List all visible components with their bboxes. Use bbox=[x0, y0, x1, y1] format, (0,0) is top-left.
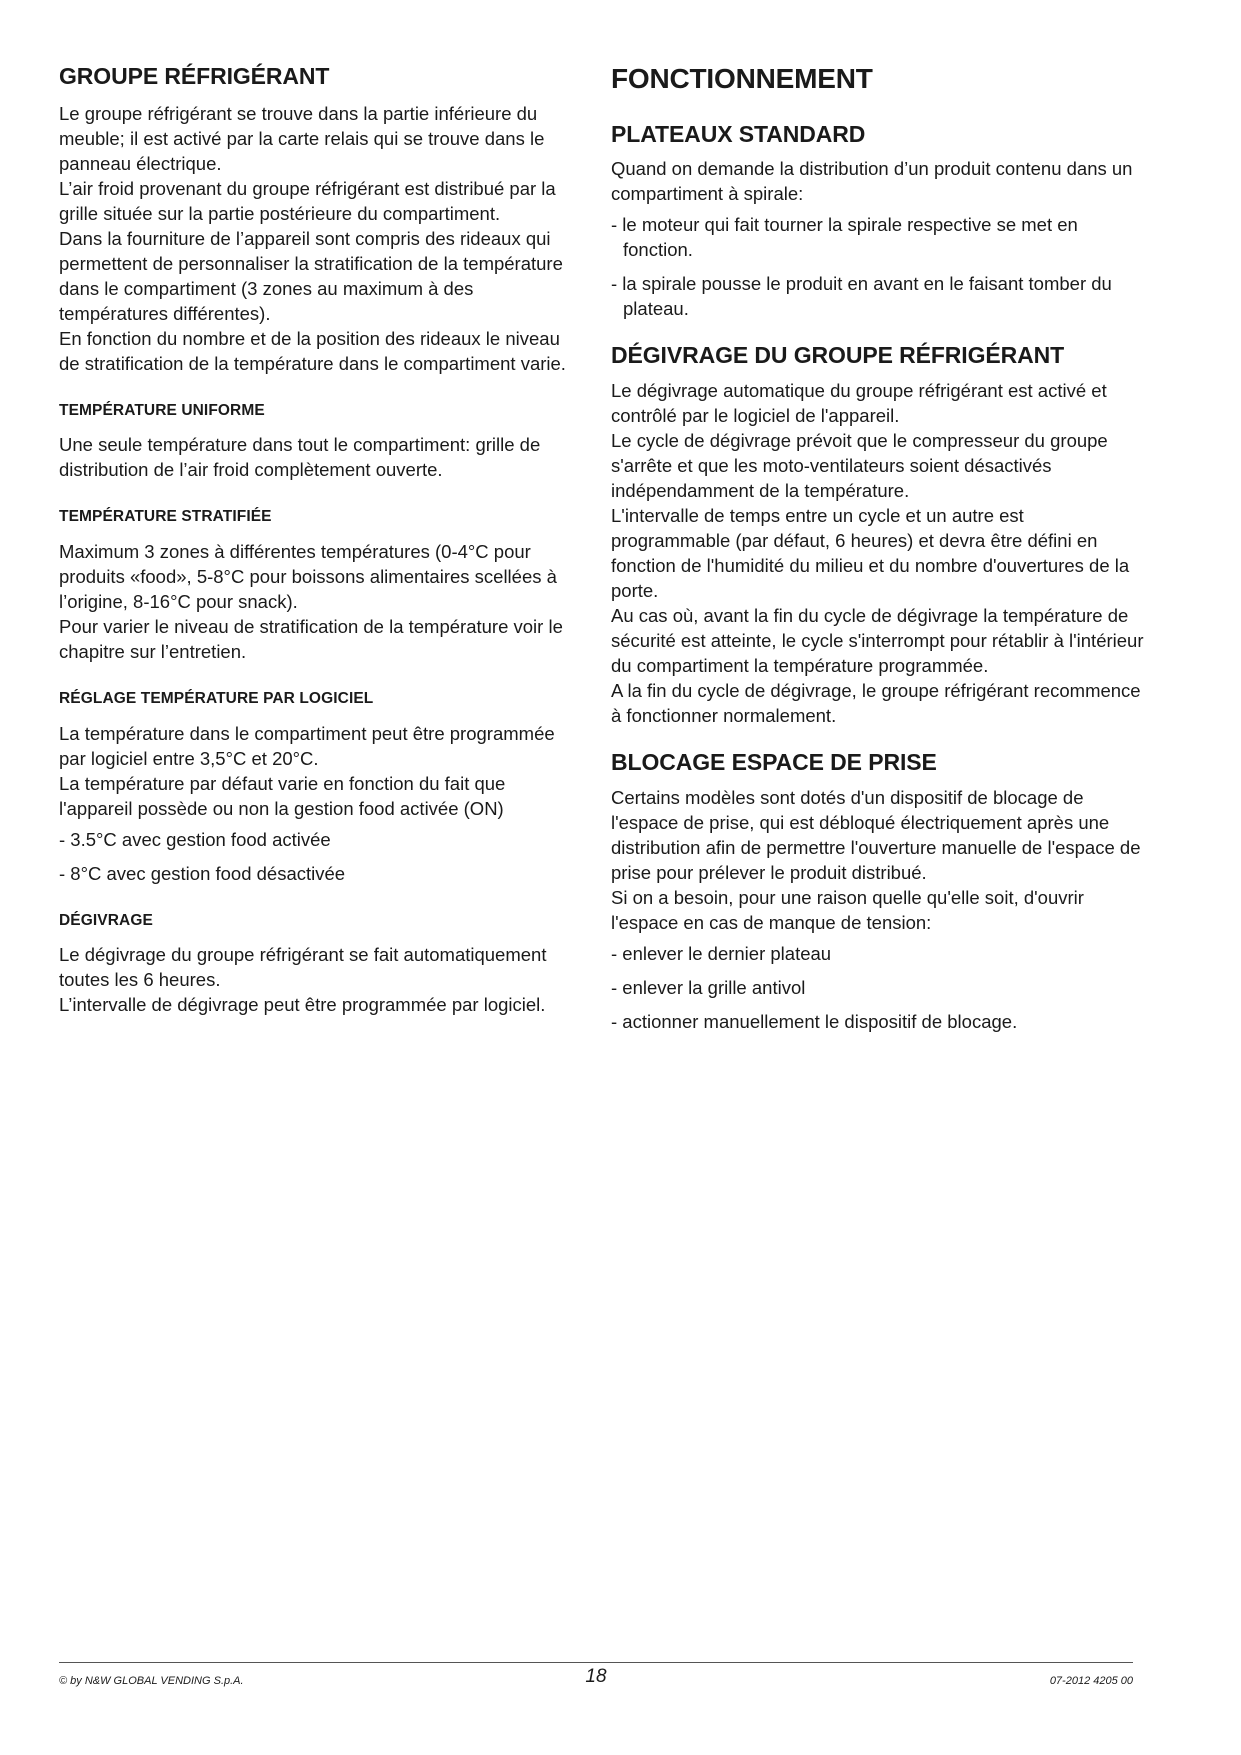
document-code: 07-2012 4205 00 bbox=[1049, 1675, 1133, 1687]
page-title-fonctionnement: FONCTIONNEMENT bbox=[611, 63, 873, 94]
reglage-text-2: La température par défaut varie en fonction du fait que l'appareil possède ou non la gestion food activée (ON) bbox=[59, 772, 506, 819]
subheading-temperature-uniforme: TEMPÉRATURE UNIFORME bbox=[59, 401, 265, 419]
blocage-text-1: Certains modèles sont dotés d'un dispositif de blocage de l'espace de prise, qui est débloqué électriquement après une distribution afin de permettre l'ouverture manuelle de l'espace de prise pour prélever le produit distribué. bbox=[611, 786, 1141, 883]
intro-paragraph-4: En fonction du nombre et de la position des rideaux le niveau de stratification de la température dans le compartiment varie. bbox=[59, 327, 566, 374]
section-plateaux-standard bbox=[611, 120, 1146, 322]
reglage-list-item: - 3.5°C avec gestion food activée bbox=[59, 828, 331, 850]
degivrage-groupe-paragraph: L'intervalle de temps entre un cycle et un autre est programmable (par défaut, 6 heures) et devra être défini en fonction de l'humidité du milieu et du nombre d'ouvertures de la porte. bbox=[611, 505, 1130, 602]
subheading-temperature-stratifiee: TEMPÉRATURE STRATIFIÉE bbox=[59, 508, 272, 526]
blocage-list-item: - enlever le dernier plateau bbox=[611, 942, 832, 964]
heading-blocage-espace: BLOCAGE ESPACE DE PRISE bbox=[611, 749, 937, 776]
degivrage-text-2: L’intervalle de dégivrage peut être programmée par logiciel. bbox=[59, 994, 546, 1016]
intro-paragraph-1: Le groupe réfrigérant se trouve dans la partie inférieure du meuble; il est activé par la carte relais qui se trouve dans le panneau électrique. bbox=[59, 102, 545, 174]
page-footer bbox=[59, 1665, 1133, 1691]
left-column bbox=[59, 62, 581, 1017]
subheading-reglage-temperature: RÉGLAGE TEMPÉRATURE PAR LOGICIEL bbox=[59, 689, 374, 707]
section-title-groupe-refrigerant: GROUPE RÉFRIGÉRANT bbox=[59, 63, 330, 89]
section-degivrage-groupe bbox=[611, 341, 1146, 728]
right-column bbox=[611, 62, 1146, 1054]
uniforme-text: Une seule température dans tout le compartiment: grille de distribution de l’air froid complètement ouverte. bbox=[59, 434, 541, 481]
footer-divider bbox=[59, 1662, 1133, 1663]
blocage-text-2: Si on a besoin, pour une raison quelle qu'elle soit, d'ouvrir l'espace en cas de manque de tension: bbox=[611, 886, 1084, 933]
page-number: 18 bbox=[585, 1666, 607, 1687]
plateaux-list-item: - la spirale pousse le produit en avant en le faisant tomber du plateau. bbox=[611, 273, 1112, 320]
stratifiee-text-2: Pour varier le niveau de stratification de la température voir le chapitre sur l’entretien. bbox=[59, 615, 563, 662]
degivrage-groupe-paragraph: A la fin du cycle de dégivrage, le groupe réfrigérant recommence à fonctionner normalement. bbox=[611, 680, 1141, 727]
section-blocage-espace bbox=[611, 748, 1146, 1034]
blocage-list-item: - enlever la grille antivol bbox=[611, 976, 806, 998]
reglage-text-1: La température dans le compartiment peut être programmée par logiciel entre 3,5°C et 20°C. bbox=[59, 722, 555, 769]
stratifiee-text-1: Maximum 3 zones à différentes températures (0-4°C pour produits «food», 5-8°C pour boissons alimentaires scellées à l’origine, 8-16°C pour snack). bbox=[59, 540, 557, 612]
footer-copyright: © by N&W GLOBAL VENDING S.p.A. bbox=[59, 1675, 244, 1687]
degivrage-groupe-paragraph: Au cas où, avant la fin du cycle de dégivrage la température de sécurité est atteinte, le cycle s'interrompt pour rétablir à l'intérieur du compartiment la température programmée. bbox=[611, 605, 1144, 677]
heading-degivrage-groupe: DÉGIVRAGE DU GROUPE RÉFRIGÉRANT bbox=[611, 342, 1065, 369]
reglage-list-item: - 8°C avec gestion food désactivée bbox=[59, 862, 346, 884]
subheading-degivrage: DÉGIVRAGE bbox=[59, 911, 153, 929]
intro-paragraph-2: L’air froid provenant du groupe réfrigérant est distribué par la grille située sur la partie postérieure du compartiment. bbox=[59, 177, 556, 224]
degivrage-groupe-paragraph: Le cycle de dégivrage prévoit que le compresseur du groupe s'arrête et que les moto-ventilateurs soient désactivés indépendamment de la température. bbox=[611, 430, 1108, 502]
degivrage-groupe-paragraph: Le dégivrage automatique du groupe réfrigérant est activé et contrôlé par le logiciel de l'appareil. bbox=[611, 380, 1107, 427]
intro-paragraph-3: Dans la fourniture de l’appareil sont compris des rideaux qui permettent de personnaliser la stratification de la température dans le compartiment (3 zones au maximum à des températures différentes). bbox=[59, 227, 563, 324]
blocage-list-item: - actionner manuellement le dispositif de blocage. bbox=[611, 1010, 1018, 1032]
plateaux-list-item: - le moteur qui fait tourner la spirale respective se met en fonction. bbox=[611, 214, 1078, 261]
degivrage-text-1: Le dégivrage du groupe réfrigérant se fait automatiquement toutes les 6 heures. bbox=[59, 944, 547, 991]
heading-plateaux-standard: PLATEAUX STANDARD bbox=[611, 120, 866, 147]
plateaux-text: Quand on demande la distribution d’un produit contenu dans un compartiment à spirale: bbox=[611, 158, 1133, 205]
